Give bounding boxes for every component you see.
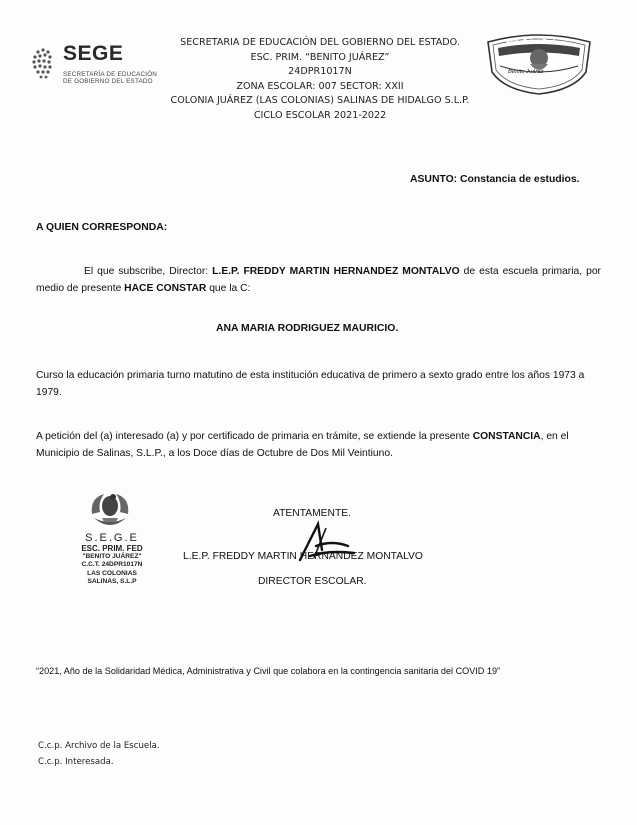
- stamp-line5: SALINAS, S.L.P: [87, 577, 137, 585]
- header-line4: ZONA ESCOLAR: 007 SECTOR: XXII: [236, 80, 404, 92]
- header-line1: SECRETARIA DE EDUCACIÓN DEL GOBIERNO DEL ESTADO.: [180, 37, 460, 48]
- studies-paragraph: Curso la educación primaria turno matutino de esta institución educativa de primero a sexto grado entre los años 1973 a 1979.: [36, 370, 585, 398]
- certification-paragraph: [36, 263, 601, 297]
- subject-line: ASUNTO: Constancia de estudios.: [410, 174, 580, 185]
- stamp-line1: ESC. PRIM. FED: [81, 544, 143, 553]
- sege-wordmark: SEGE: [63, 42, 124, 65]
- stamp-lines: [58, 545, 166, 586]
- header-line3: 24DPR1017N: [288, 66, 352, 78]
- ccp-interested: C.c.p. Interesada.: [38, 757, 114, 767]
- sege-subtitle: [63, 71, 157, 85]
- paragraph1-part3: que la C:: [206, 283, 251, 294]
- header-line2: ESC. PRIM. “BENITO JUÁREZ”: [250, 51, 390, 63]
- stamp-line3: C.C.T. 24DPR1017N: [81, 561, 143, 569]
- sege-emblem-icon: [30, 44, 58, 84]
- director-signature-name: L.E.P. FREDDY MARTIN HERNANDEZ MONTALVO: [183, 551, 423, 562]
- seal-text-bottom: Benito Juárez: [508, 69, 544, 75]
- official-stamp: [58, 486, 166, 602]
- hace-constar-bold: HACE CONSTAR: [124, 283, 207, 294]
- director-title: DIRECTOR ESCOLAR.: [258, 576, 367, 587]
- ccp-archive: C.c.p. Archivo de la Escuela.: [38, 741, 160, 751]
- sege-subtitle-line1: SECRETARÍA DE EDUCACIÓN: [63, 71, 158, 78]
- constancia-bold: CONSTANCIA: [472, 431, 541, 442]
- paragraph3-part2: , en el Municipio de Salinas, S.L.P., a los Doce días de Octubre de Dos Mil Veintiuno.: [36, 431, 569, 459]
- director-name-bold: L.E.P. FREDDY MARTIN HERNANDEZ MONTALVO: [212, 266, 460, 277]
- student-name: ANA MARIA RODRIGUEZ MAURICIO.: [216, 323, 399, 334]
- paragraph3-part1: A petición del (a) interesado (a) y por certificado de primaria en trámite, se extiende la presente: [36, 431, 473, 442]
- stamp-line2: "BENITO JUÁREZ": [82, 553, 142, 561]
- sege-logo: [30, 44, 170, 92]
- sege-subtitle-line2: DE GOBIERNO DEL ESTADO: [63, 78, 153, 85]
- header-line5: COLONIA JUÁREZ (LAS COLONIAS) SALINAS DE HIDALGO S.L.P.: [170, 95, 470, 107]
- header-line6: CICLO ESCOLAR 2021-2022: [253, 109, 387, 121]
- school-seal: [484, 32, 594, 96]
- national-emblem-icon: [86, 488, 134, 532]
- year-slogan: “2021, Año de la Solidaridad Médica, Administrativa y Civil que colabora en la contingencia sanitaria del COVID 19”: [36, 666, 501, 676]
- closing-text: ATENTAMENTE.: [273, 508, 351, 519]
- stamp-line4: LAS COLONIAS: [87, 569, 137, 577]
- letterhead: [150, 36, 490, 124]
- stamp-sege: S.E.G.E: [85, 532, 139, 544]
- issuance-paragraph: [36, 428, 601, 462]
- seal-text-top: Esc. Prim. Fed.: [506, 39, 557, 46]
- paragraph1-part1: El que subscribe, Director:: [84, 266, 213, 277]
- paragraph1-part2: de esta escuela primaria, por medio de presente: [36, 266, 601, 294]
- recipient-greeting: A QUIEN CORRESPONDA:: [36, 222, 168, 233]
